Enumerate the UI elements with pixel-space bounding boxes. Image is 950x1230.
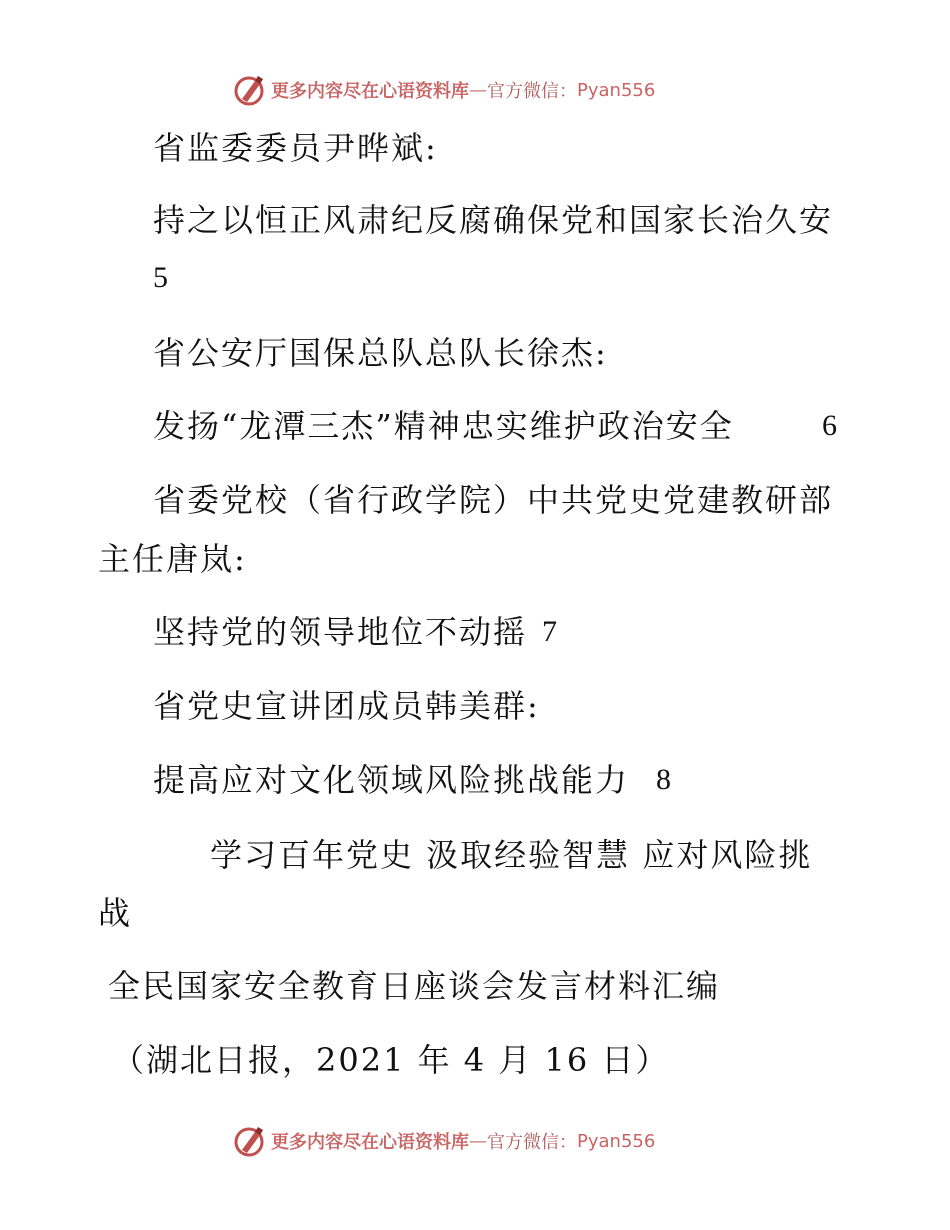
watermark-header	[233, 73, 655, 107]
toc-page-number-1: 5	[153, 261, 168, 294]
toc-page-number-4: 8	[656, 763, 671, 796]
toc-entry-title-1: 持之以恒正风肃纪反腐确保党和国家长治久安	[153, 201, 834, 239]
watermark-wechat-id: Pyan556	[577, 79, 656, 101]
toc-entry-author-4: 省党史宣讲团成员韩美群:	[153, 687, 540, 725]
toc-entry-title-2: 发扬“龙潭三杰”精神忠实维护政治安全	[153, 407, 734, 445]
source-citation: （湖北日报，2021 年 4 月 16 日）	[112, 1041, 670, 1079]
section-heading-cont: 战	[98, 894, 133, 932]
watermark-text: 更多内容尽在心语资料库	[271, 81, 469, 102]
watermark-wechat-id: Pyan556	[577, 1130, 656, 1152]
watermark-text: 更多内容尽在心语资料库	[271, 1132, 469, 1153]
watermark-official: 官方微信：	[487, 1132, 577, 1153]
toc-entry-author-1: 省监委委员尹晔斌:	[153, 129, 438, 167]
compilation-title: 全民国家安全教育日座谈会发言材料汇编	[108, 967, 721, 1005]
toc-entry-author-3: 省委党校（省行政学院）中共党史党建教研部	[153, 481, 834, 519]
toc-entry-title-3: 坚持党的领导地位不动摇	[153, 613, 528, 651]
watermark-footer	[233, 1124, 655, 1158]
toc-entry-author-3-cont: 主任唐岚:	[98, 540, 247, 578]
toc-page-number-2: 6	[822, 409, 837, 442]
watermark-dash: —	[469, 1130, 487, 1152]
section-heading: 学习百年党史 汲取经验智慧 应对风险挑	[210, 836, 813, 874]
watermark-dash: —	[469, 79, 487, 101]
watermark-official: 官方微信：	[487, 81, 577, 102]
pen-logo-icon	[233, 1124, 267, 1158]
toc-page-number-3: 7	[542, 615, 557, 648]
pen-logo-icon	[233, 73, 267, 107]
toc-entry-title-4: 提高应对文化领域风险挑战能力	[153, 761, 630, 799]
toc-entry-author-2: 省公安厅国保总队总队长徐杰:	[153, 334, 608, 372]
